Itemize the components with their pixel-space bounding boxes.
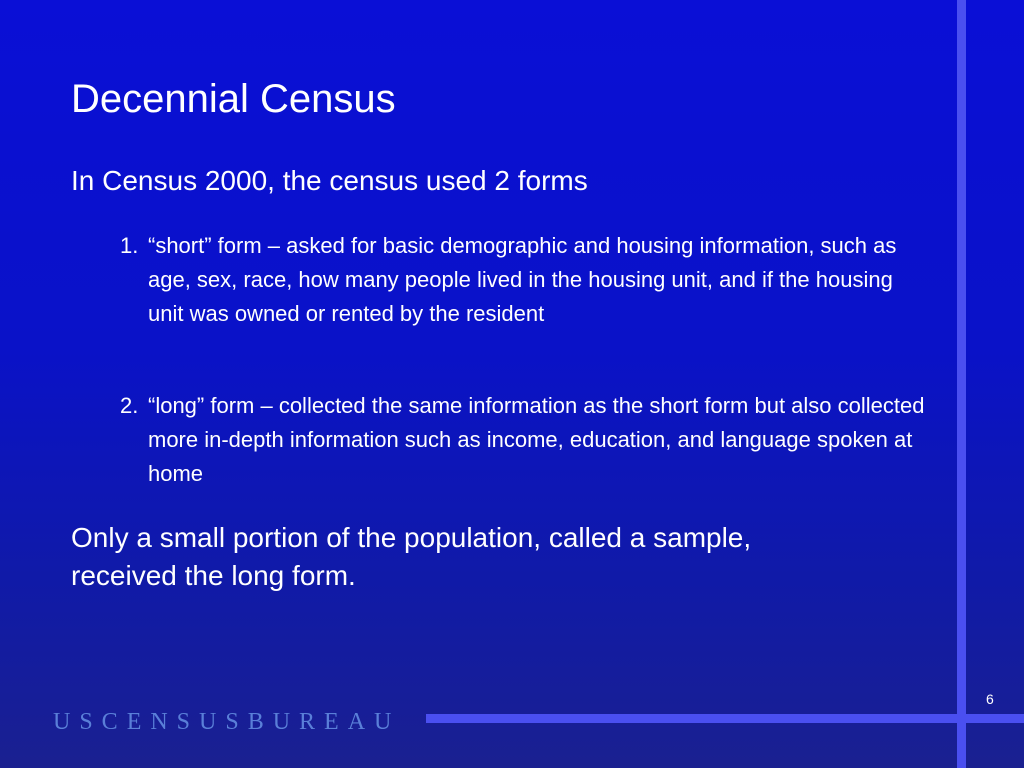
list-item-text: “long” form – collected the same information as the short form but also collected more in-depth information such as income, education, and language spoken at home	[148, 393, 925, 486]
list-item-number: 1.	[120, 233, 139, 258]
horizontal-accent-line	[426, 714, 1024, 723]
intro-text: In Census 2000, the census used 2 forms	[71, 165, 588, 196]
list-item	[120, 389, 930, 491]
list-item	[120, 229, 930, 331]
census-bureau-logo: USCENSUSBUREAU	[53, 709, 401, 735]
closing-text: Only a small portion of the population, called a sample, received the long form.	[71, 522, 752, 591]
page-number: 6	[986, 691, 994, 707]
vertical-accent-line	[957, 0, 966, 768]
slide-title: Decennial Census	[71, 77, 396, 121]
list-item-number: 2.	[120, 393, 139, 418]
list-item-text: “short” form – asked for basic demographic and housing information, such as age, sex, race, how many people lived in the housing unit, and if the housing unit was owned or rented by the resident	[148, 233, 897, 326]
